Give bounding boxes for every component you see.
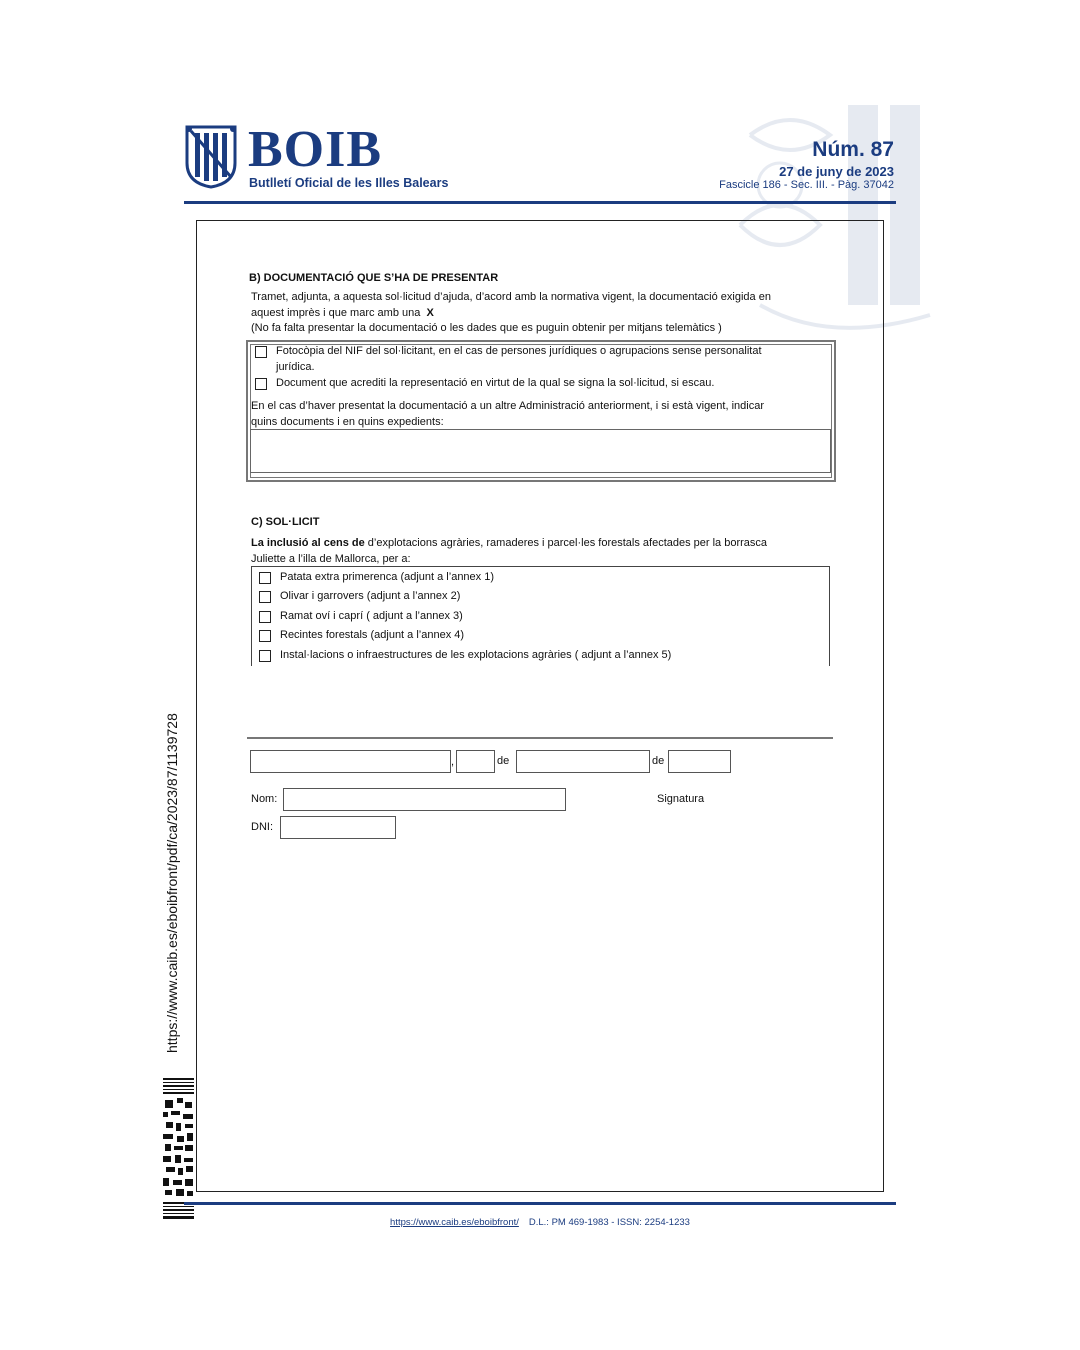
vertical-document-url: https://www.caib.es/eboibfront/pdf/ca/2023/87/1139728 xyxy=(164,713,180,1053)
nif-item-line1: Fotocòpia del NIF del sol·licitant, en el cas de persones jurídiques o agrupacions sense personalitat xyxy=(276,345,762,357)
option-checkbox-2[interactable] xyxy=(259,591,271,603)
representation-item: Document que acrediti la representació en virtut de la qual se signa la sol·licitud, si escau. xyxy=(276,377,715,389)
dni-field[interactable] xyxy=(280,816,396,839)
previous-docs-line2: quins documents i en quins expedients: xyxy=(251,415,444,428)
intro-mark: X xyxy=(426,306,434,319)
previous-docs-line1: En el cas d’haver presentat la documentació a un altre Administració anteriorment, i si està vigent, indicar xyxy=(251,400,764,412)
option-checkbox-1[interactable] xyxy=(259,572,271,584)
section-c-intro-line1 xyxy=(251,536,829,552)
previous-docs-textarea[interactable] xyxy=(250,429,831,473)
footer-link[interactable]: https://www.caib.es/eboibfront/ xyxy=(390,1217,519,1228)
section-b-intro-line2 xyxy=(251,306,829,322)
representation-checkbox[interactable] xyxy=(255,378,267,390)
year-field[interactable] xyxy=(668,750,731,773)
footer-legal: D.L.: PM 469-1983 - ISSN: 2254-1233 xyxy=(528,1217,690,1228)
de-label-2: de xyxy=(652,755,665,767)
qr-barcode-icon xyxy=(163,1078,194,1220)
section-c-title: C) SOL·LICIT xyxy=(251,516,320,528)
place-field[interactable] xyxy=(250,750,451,773)
nif-item xyxy=(276,344,828,375)
intro-rest: d’explotacions agràries, ramaderes i parcel·les forestals afectades per la borrasca xyxy=(364,537,768,549)
section-c-intro xyxy=(251,536,829,567)
signature-separator xyxy=(247,737,833,739)
nif-checkbox[interactable] xyxy=(255,346,267,358)
boib-logo-subtitle: Butlletí Oficial de les Illes Balears xyxy=(249,176,449,190)
option-checkbox-4[interactable] xyxy=(259,630,271,642)
section-b-intro-note: (No fa falta presentar la documentació o les dades que es puguin obtenir per mitjans telemàtics ) xyxy=(251,322,722,334)
nom-field[interactable] xyxy=(283,788,566,811)
issue-number: Núm. 87 xyxy=(812,138,894,161)
previous-docs-text xyxy=(251,399,829,430)
option-checkbox-5[interactable] xyxy=(259,650,271,662)
option-checkbox-3[interactable] xyxy=(259,611,271,623)
option-label-3: Ramat oví i caprí ( adjunt a l’annex 3) xyxy=(280,610,463,622)
intro-bold: La inclusió al cens de xyxy=(251,537,365,549)
section-c-intro-line2: Juliette a l’illa de Mallorca, per a: xyxy=(251,552,411,565)
boib-logo-text: BOIB xyxy=(248,121,383,178)
signatura-label: Signatura xyxy=(657,793,705,805)
intro-prefix: aquest imprès i que marc amb una xyxy=(251,306,421,319)
section-b-intro-line1: Tramet, adjunta, a aquesta sol·licitud d’ajuda, d’acord amb la normativa vigent, la documentació exigida en xyxy=(251,291,771,303)
section-b-intro xyxy=(251,290,829,337)
comma-label: , xyxy=(451,756,455,768)
dni-label: DNI: xyxy=(251,821,273,833)
month-field[interactable] xyxy=(516,750,650,773)
nom-label: Nom: xyxy=(251,793,278,805)
footer xyxy=(0,1217,1080,1228)
issue-date: 27 de juny de 2023 xyxy=(779,164,894,179)
nif-item-line2: jurídica. xyxy=(276,360,315,373)
fascicle-info: Fascicle 186 - Sec. III. - Pàg. 37042 xyxy=(719,179,894,191)
section-b-title: B) DOCUMENTACIÓ QUE S’HA DE PRESENTAR xyxy=(249,272,499,284)
option-label-1: Patata extra primerenca (adjunt a l’annex 1) xyxy=(280,571,495,583)
boib-emblem-icon xyxy=(183,123,239,189)
footer-rule xyxy=(184,1202,896,1205)
day-field[interactable] xyxy=(456,750,495,773)
option-label-2: Olivar i garrovers (adjunt a l’annex 2) xyxy=(280,590,461,602)
de-label-1: de xyxy=(497,755,510,767)
header-rule xyxy=(184,201,896,204)
option-label-4: Recintes forestals (adjunt a l’annex 4) xyxy=(280,629,465,641)
option-label-5: Instal·lacions o infraestructures de les explotacions agràries ( adjunt a l’annex 5) xyxy=(280,649,672,661)
